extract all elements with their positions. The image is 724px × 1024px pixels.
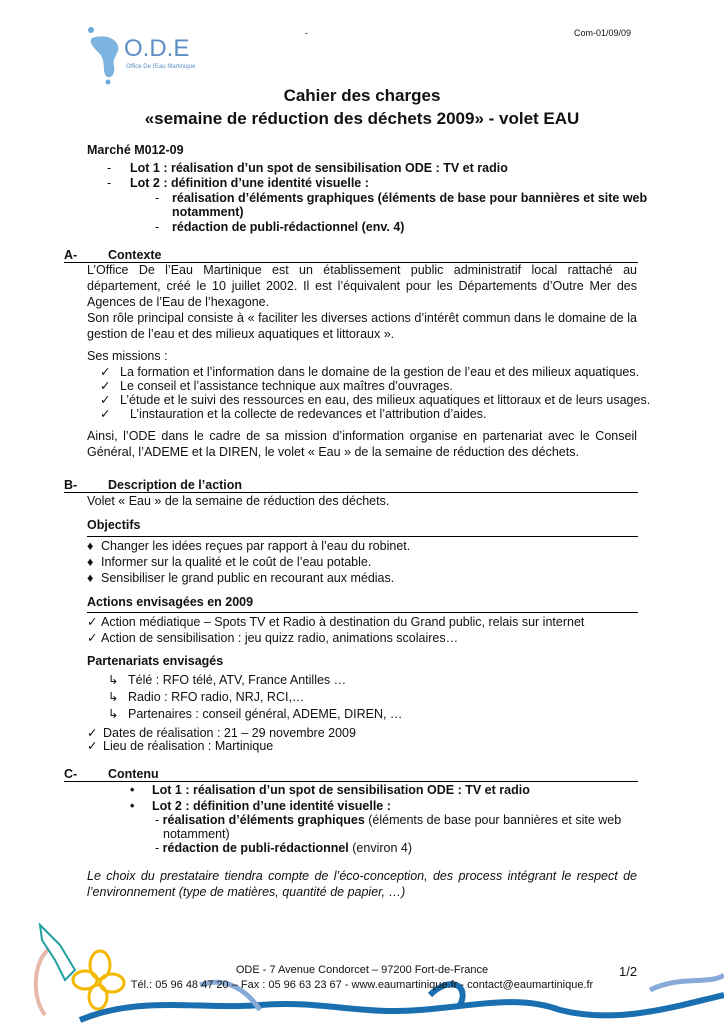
lieu: ✓ Lieu de réalisation : Martinique [87, 739, 274, 753]
logo-subtitle: Office De l'Eau Martinique [126, 64, 196, 70]
actions-rule [87, 612, 638, 613]
section-c-letter: C- [64, 767, 78, 781]
drop-icon: ♦ [87, 539, 94, 553]
title-line-1: Cahier des charges [283, 86, 441, 105]
section-a-title: Contexte [108, 248, 162, 262]
check-icon: ✓ [100, 407, 111, 421]
objectif-item: ♦ Informer sur la qualité et le coût de l’eau potable. [87, 555, 372, 569]
context-para-2: Son rôle principal consiste à « faciliter les diverses actions d’intérêt commun dans le domaine de la gestion de l’eau et des milieux aquatiques et littoraux ». [87, 311, 637, 341]
section-b-rule [64, 492, 638, 493]
partenariat-item: ↳ Télé : RFO télé, ATV, France Antilles … [108, 673, 347, 687]
mission-item: ✓ L’instauration et la collecte de redevances et l’attribution d’aides. [100, 407, 487, 421]
eco-note: Le choix du prestataire tiendra compte de l’éco-conception, des process intégrant le respect de l’environnement (type de matières, quantité de papier, …) [87, 869, 637, 899]
check-icon: ✓ [87, 726, 98, 740]
bullet-icon: • [130, 799, 135, 813]
section-a-letter: A- [64, 248, 78, 262]
check-icon: ✓ [87, 631, 98, 645]
contenu-sub2: - rédaction de publi-rédactionnel (environ 4) [155, 841, 413, 855]
arrow-icon: ↳ [108, 673, 119, 687]
lot2: Lot 2 : définition d’une identité visuelle : [130, 176, 369, 190]
dates: ✓ Dates de réalisation : 21 – 29 novembre 2009 [87, 726, 356, 740]
check-icon: ✓ [87, 739, 98, 753]
partenariat-item: ↳ Radio : RFO radio, NRJ, RCI,… [108, 690, 305, 704]
document-reference: Com-01/09/09 [574, 28, 632, 38]
missions-label: Ses missions : [87, 349, 168, 363]
lot2-sub2: rédaction de publi-rédactionnel (env. 4) [172, 220, 405, 234]
drop-icon: ♦ [87, 571, 94, 585]
contenu-sub1: - réalisation d’éléments graphiques (éléments de base pour bannières et site web [155, 813, 622, 827]
dash: - [107, 176, 112, 190]
lot2-sub1: réalisation d’éléments graphiques (éléments de base pour bannières et site web [172, 191, 648, 205]
dash: - [155, 191, 160, 205]
page-number: 1/2 [619, 964, 638, 979]
lot1: Lot 1 : réalisation d’un spot de sensibilisation ODE : TV et radio [130, 161, 508, 175]
section-c-title: Contenu [108, 767, 159, 781]
marche-label: Marché M012-09 [87, 143, 184, 157]
header-dash: - [305, 28, 308, 38]
bullet-icon: • [130, 783, 135, 797]
partenariat-item: ↳ Partenaires : conseil général, ADEME, DIREN, … [108, 707, 403, 721]
ode-logo [84, 24, 214, 86]
section-c-rule [64, 781, 638, 782]
footer-address: ODE - 7 Avenue Condorcet – 97200 Fort-de-France [235, 964, 489, 976]
contenu-lot2: • Lot 2 : définition d’une identité visuelle : [130, 799, 391, 813]
objectif-item: ♦ Changer les idées reçues par rapport à l’eau du robinet. [87, 539, 411, 553]
arrow-icon: ↳ [108, 690, 119, 704]
drop-icon: ♦ [87, 555, 94, 569]
contenu-sub1-cont: notamment) [163, 827, 230, 841]
check-icon: ✓ [100, 393, 111, 407]
arrow-icon: ↳ [108, 707, 119, 721]
objectifs-rule [87, 536, 638, 537]
action-item: ✓ Action de sensibilisation : jeu quizz radio, animations scolaires… [87, 631, 459, 645]
context-para-3: Ainsi, l’ODE dans le cadre de sa mission d’information organise en partenariat avec le Conseil Général, l’ADEME et la DIREN, le volet « Eau » de la semaine de réduction des déchets. [87, 429, 637, 459]
objectifs-title: Objectifs [87, 518, 141, 532]
lot2-sub1-cont: notamment) [172, 205, 244, 219]
dash: - [155, 220, 160, 234]
context-para-1: L’Office De l’Eau Martinique est un établissement public administratif local rattaché au département, créé le 10 juillet 2002. Il est l’équivalent pour les Départements d’Outre Mer des Agences de l’Eau de l’hexagone. [87, 263, 637, 309]
section-b-title: Description de l’action [108, 478, 243, 492]
check-icon: ✓ [100, 365, 111, 379]
action-item: ✓ Action médiatique – Spots TV et Radio à destination du Grand public, relais sur internet [87, 615, 585, 629]
partenariats-title: Partenariats envisagés [87, 654, 224, 668]
dash: - [107, 161, 112, 175]
title-line-2: «semaine de réduction des déchets 2009» - volet EAU [144, 109, 580, 128]
mission-item: ✓ L’étude et le suivi des ressources en eau, des milieux aquatiques et littoraux et de leurs usages. [100, 393, 651, 407]
check-icon: ✓ [87, 615, 98, 629]
actions-title: Actions envisagées en 2009 [87, 595, 254, 609]
contenu-lot1: • Lot 1 : réalisation d’un spot de sensibilisation ODE : TV et radio [130, 783, 530, 797]
check-icon: ✓ [100, 379, 111, 393]
section-b-letter: B- [64, 478, 78, 492]
mission-item: ✓ Le conseil et l’assistance technique aux maîtres d’ouvrages. [100, 379, 453, 393]
logo-text: O.D.E [124, 35, 190, 62]
section-b-intro: Volet « Eau » de la semaine de réduction des déchets. [87, 494, 390, 508]
footer-contact: Tél.: 05 96 48 47 20 – Fax : 05 96 63 23 67 - www.eaumartinique.fr - contact@eaumartinique.fr [130, 979, 594, 991]
mission-item: ✓ La formation et l’information dans le domaine de la gestion de l’eau et des milieux aquatiques. [100, 365, 640, 379]
objectif-item: ♦ Sensibiliser le grand public en recourant aux médias. [87, 571, 395, 585]
